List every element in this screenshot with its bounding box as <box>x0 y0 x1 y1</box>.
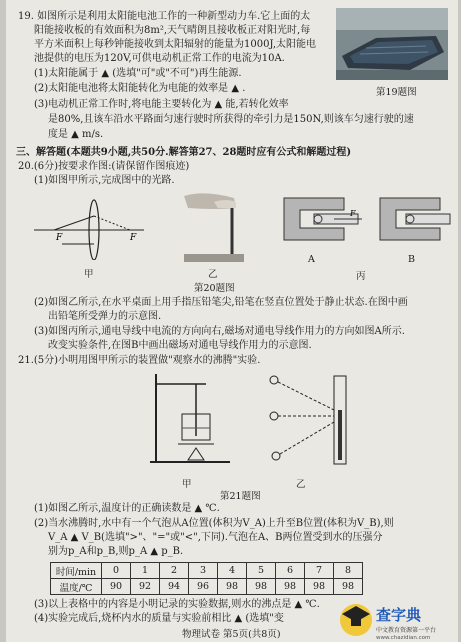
label-b: B <box>408 254 415 265</box>
time-cell: 4 <box>218 563 247 579</box>
section3-header: 三、解答题(本题共9小题,共50分.解答第27、28题时应有公式和解题过程) <box>16 147 352 158</box>
svg-text:F: F <box>130 233 137 243</box>
q19-line4: 池提供的电压为120V,可供电动机正常工作的电流为10A. <box>34 53 285 64</box>
time-cell: 3 <box>189 563 218 579</box>
q21-sub2: (2)当水沸腾时,水中有一个气泡从A位置(体积为V_A)上升至B位置(体积为V_B),则 <box>34 518 394 529</box>
temperature-cell: 98 <box>247 579 276 595</box>
solar-car-photo <box>336 8 448 80</box>
time-cell: 1 <box>131 563 160 579</box>
q19-sub2: (2)太阳能电池将太阳能转化为电能的效率是 ▲ . <box>34 83 246 94</box>
q20-sub3: (3)如图丙所示,通电导线中电流的方向向右,磁场对通电导线作用力的方向如图A所示. <box>34 326 405 337</box>
svg-text:www.chazidian.com: www.chazidian.com <box>376 635 431 640</box>
temperature-label-cell: 温度/℃ <box>51 579 102 595</box>
svg-text:F: F <box>350 209 356 218</box>
q20-sub2b: 出铅笔所受弹力的示意图. <box>48 311 162 322</box>
q19-line2: 阳能接收板的有效面积为8m²,天气晴朗且接收板正对阳光时,每 <box>34 25 311 36</box>
magnet-b <box>370 188 456 250</box>
label-jia-21: 甲 <box>182 479 192 490</box>
thermometer-reading <box>254 370 364 470</box>
q21-line1: 21.(5分)小明用图甲所示的装置做"观察水的沸腾"实验. <box>18 355 261 366</box>
temperature-row <box>51 579 363 595</box>
q20-line1: 20.(6分)按要求作图:(请保留作图痕迹) <box>18 161 190 172</box>
label-a: A <box>308 254 315 265</box>
fig21-caption: 第21题图 <box>220 491 261 502</box>
fig19-caption: 第19题图 <box>376 87 417 98</box>
time-label-cell: 时间/min <box>51 563 102 579</box>
fig20-caption: 第20题图 <box>194 283 235 294</box>
q20-sub3b: 改变实验条件,在图B中画出磁场对通电导线作用力的示意图. <box>48 340 312 351</box>
q19-sub3c: 度是 ▲ m/s. <box>48 129 104 140</box>
temperature-cell: 94 <box>160 579 189 595</box>
svg-text:F: F <box>56 233 63 243</box>
q19-sub3b: 是80%,且该车沿水平路面匀速行驶时所获得的牵引力是150N,则该车匀速行驶的速 <box>48 114 414 125</box>
q19-sub3: (3)电动机正常工作时,将电能主要转化为 ▲ 能,若转化效率 <box>34 99 289 110</box>
temperature-cell: 98 <box>334 579 363 595</box>
q19-sub1: (1)太阳能属于 ▲ (选填"可"或"不可")再生能源. <box>34 68 242 79</box>
boiling-apparatus <box>146 370 236 470</box>
label-yi-20: 乙 <box>208 269 218 280</box>
temperature-cell: 96 <box>189 579 218 595</box>
temperature-cell: 92 <box>131 579 160 595</box>
temperature-cell: 98 <box>305 579 334 595</box>
temperature-cell: 98 <box>276 579 305 595</box>
q19-line1: 19. 如图所示是利用太阳能电池工作的一种新型动力车.它上面的太 <box>18 11 311 22</box>
temperature-table <box>50 562 363 595</box>
q21-sub2b: V_A ▲ V_B(选填">"、"="或"<",下同).气泡在A、B两位置受到水的压强分 <box>48 532 383 543</box>
time-cell: 2 <box>160 563 189 579</box>
time-row <box>51 563 363 579</box>
graduation-cap-icon <box>336 596 454 640</box>
page-footer: 物理试卷 第5页(共8页) <box>182 629 281 640</box>
magnet-a <box>274 188 364 250</box>
label-jia-20: 甲 <box>84 269 94 280</box>
time-cell: 0 <box>102 563 131 579</box>
svg-text:查字典: 查字典 <box>376 606 422 624</box>
time-cell: 7 <box>305 563 334 579</box>
temperature-cell: 90 <box>102 579 131 595</box>
finger-pencil-photo <box>174 186 254 266</box>
q21-sub2c: 别为p_A和p_B,则p_A ▲ p_B. <box>48 546 184 557</box>
q19-line3: 平方米面积上每秒钟能接收到太阳辐射的能量为1000J,太阳能电 <box>34 39 317 50</box>
time-cell: 5 <box>247 563 276 579</box>
time-cell: 8 <box>334 563 363 579</box>
q20-sub2: (2)如图乙所示,在水平桌面上用手指压铅笔尖,铅笔在竖直位置处于静止状态.在图中画 <box>34 297 408 308</box>
svg-text:中文教育资源第一平台: 中文教育资源第一平台 <box>376 627 437 634</box>
time-cell: 6 <box>276 563 305 579</box>
q21-sub1: (1)如图乙所示,温度计的正确读数是 ▲ ℃. <box>34 503 220 514</box>
chazidian-watermark <box>336 596 454 640</box>
lens-diagram <box>34 190 144 260</box>
q21-sub3: (3)以上表格中的内容是小明记录的实验数据,则水的沸点是 ▲ ℃. <box>34 599 320 610</box>
temperature-cell: 98 <box>218 579 247 595</box>
q20-sub1: (1)如图甲所示,完成图中的光路. <box>34 175 175 186</box>
q21-sub4: (4)实验完成后,烧杯内水的质量与实验前相比 ▲ (选填"变 <box>34 613 284 624</box>
label-bing: 丙 <box>356 271 366 282</box>
exam-page <box>6 0 458 642</box>
label-yi-21: 乙 <box>296 479 306 490</box>
